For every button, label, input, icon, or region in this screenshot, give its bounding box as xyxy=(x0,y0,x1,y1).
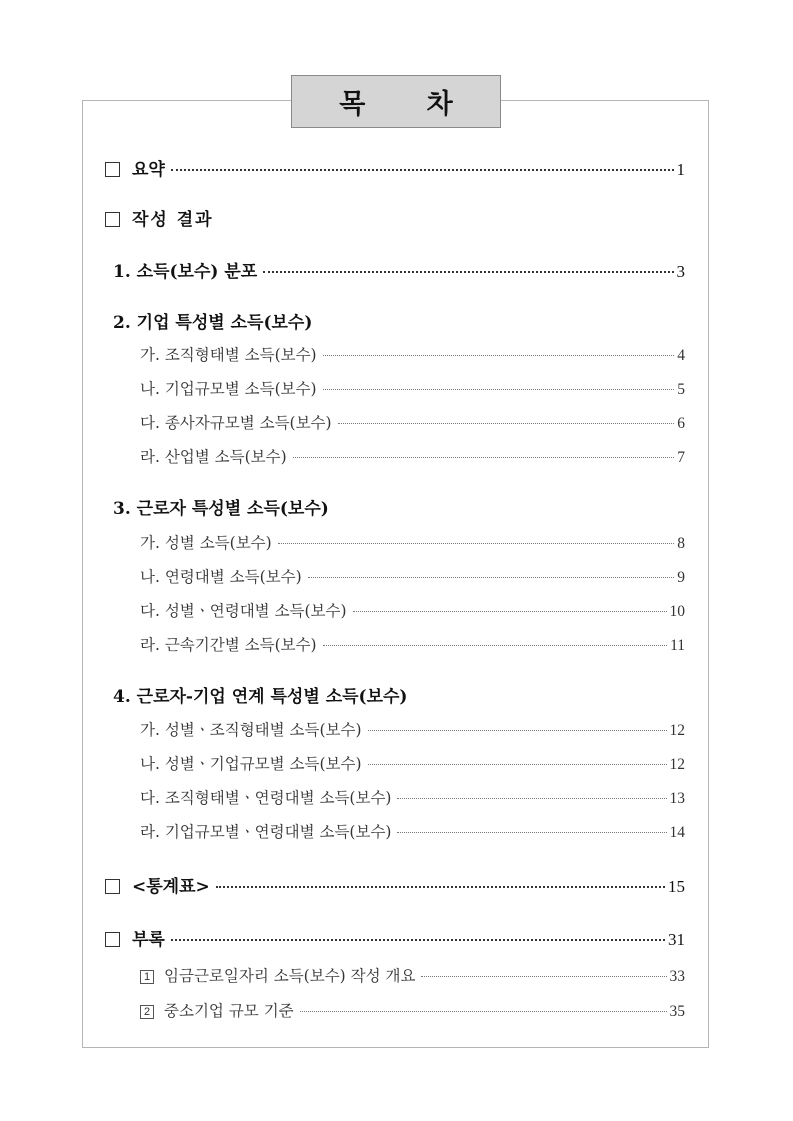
toc-entry-appendix[interactable] xyxy=(105,925,685,950)
toc-entry-section-4[interactable] xyxy=(113,682,685,707)
page-number: 15 xyxy=(668,877,685,896)
page-number: 14 xyxy=(669,824,685,841)
dot-leader xyxy=(323,389,675,390)
page-number: 3 xyxy=(676,262,685,281)
entry-label: 다. 종사자규모별 소득(보수) xyxy=(140,414,332,432)
dot-leader xyxy=(278,543,675,544)
toc-entry-section-2[interactable] xyxy=(113,308,685,333)
entry-label: 나. 성별ㆍ기업규모별 소득(보수) xyxy=(140,755,362,773)
toc-entry-2a[interactable] xyxy=(140,343,685,365)
toc-entry-3d[interactable] xyxy=(140,633,685,655)
entry-label: 2. 기업 특성별 소득(보수) xyxy=(113,313,313,333)
dot-leader xyxy=(368,730,667,731)
page-number: 12 xyxy=(669,756,685,773)
page-number: 6 xyxy=(677,415,685,432)
toc-entry-statistics[interactable] xyxy=(105,872,685,897)
toc-entry-appendix-2[interactable] xyxy=(140,999,685,1021)
number-box: 2 xyxy=(140,1005,154,1019)
toc-entry-4c[interactable] xyxy=(140,786,685,808)
dot-leader xyxy=(300,1011,667,1012)
entry-label: 가. 성별 소득(보수) xyxy=(140,534,272,552)
checkbox-icon xyxy=(105,162,120,177)
checkbox-icon xyxy=(105,932,120,947)
entry-label: 3. 근로자 특성별 소득(보수) xyxy=(113,499,329,519)
checkbox-icon xyxy=(105,879,120,894)
toc-title: 목 차 xyxy=(291,75,501,128)
dot-leader xyxy=(421,976,666,977)
toc-entry-section-3[interactable] xyxy=(113,494,685,519)
entry-label: 1. 소득(보수) 분포 xyxy=(113,262,258,282)
page-number: 7 xyxy=(677,449,685,466)
page-number: 13 xyxy=(669,790,685,807)
page-number: 9 xyxy=(677,569,685,586)
entry-label: 가. 성별ㆍ조직형태별 소득(보수) xyxy=(140,721,362,739)
page-number: 4 xyxy=(677,347,685,364)
page-number: 8 xyxy=(677,535,685,552)
entry-label: 부록 xyxy=(132,930,165,950)
page-number: 33 xyxy=(669,968,685,985)
entry-label: 라. 기업규모별ㆍ연령대별 소득(보수) xyxy=(140,823,392,841)
dot-leader xyxy=(353,611,667,612)
toc-entry-3c[interactable] xyxy=(140,599,685,621)
dot-leader xyxy=(397,798,666,799)
page-number: 11 xyxy=(670,637,685,654)
entry-label: 중소기업 규모 기준 xyxy=(164,1002,294,1020)
entry-label: 라. 산업별 소득(보수) xyxy=(140,448,287,466)
entry-label: 작성 결과 xyxy=(132,210,214,230)
page-number: 31 xyxy=(668,930,685,949)
entry-label: 다. 조직형태별ㆍ연령대별 소득(보수) xyxy=(140,789,392,807)
dot-leader xyxy=(216,886,665,888)
entry-label: 다. 성별ㆍ연령대별 소득(보수) xyxy=(140,602,347,620)
toc-entry-4a[interactable] xyxy=(140,718,685,740)
dot-leader xyxy=(338,423,675,424)
dot-leader xyxy=(171,169,674,171)
toc-entry-4b[interactable] xyxy=(140,752,685,774)
dot-leader xyxy=(308,577,675,578)
dot-leader xyxy=(323,355,675,356)
page-number: 12 xyxy=(669,722,685,739)
entry-label: 나. 연령대별 소득(보수) xyxy=(140,568,302,586)
entry-label: 4. 근로자-기업 연계 특성별 소득(보수) xyxy=(113,687,408,707)
page-number: 35 xyxy=(669,1003,685,1020)
toc-entry-4d[interactable] xyxy=(140,820,685,842)
toc-entry-summary[interactable] xyxy=(105,155,685,180)
entry-label: 가. 조직형태별 소득(보수) xyxy=(140,346,317,364)
entry-label: 나. 기업규모별 소득(보수) xyxy=(140,380,317,398)
entry-label: 라. 근속기간별 소득(보수) xyxy=(140,636,317,654)
toc-entry-results[interactable] xyxy=(105,205,685,230)
entry-label: 요약 xyxy=(132,160,165,180)
dot-leader xyxy=(397,832,666,833)
dot-leader xyxy=(323,645,667,646)
page-number: 1 xyxy=(676,160,685,179)
toc-entry-2b[interactable] xyxy=(140,377,685,399)
entry-label: 임금근로일자리 소득(보수) 작성 개요 xyxy=(164,967,416,985)
number-box: 1 xyxy=(140,970,154,984)
toc-entry-appendix-1[interactable] xyxy=(140,964,685,986)
dot-leader xyxy=(263,271,673,273)
toc-entry-3b[interactable] xyxy=(140,565,685,587)
dot-leader xyxy=(171,939,665,941)
page-number: 5 xyxy=(677,381,685,398)
dot-leader xyxy=(368,764,667,765)
toc-entry-2c[interactable] xyxy=(140,411,685,433)
page-number: 10 xyxy=(669,603,685,620)
toc-entry-3a[interactable] xyxy=(140,531,685,553)
dot-leader xyxy=(293,457,675,458)
toc-entry-section-1[interactable] xyxy=(113,257,685,282)
entry-label: <통계표> xyxy=(132,877,210,897)
checkbox-icon xyxy=(105,212,120,227)
toc-entry-2d[interactable] xyxy=(140,445,685,467)
